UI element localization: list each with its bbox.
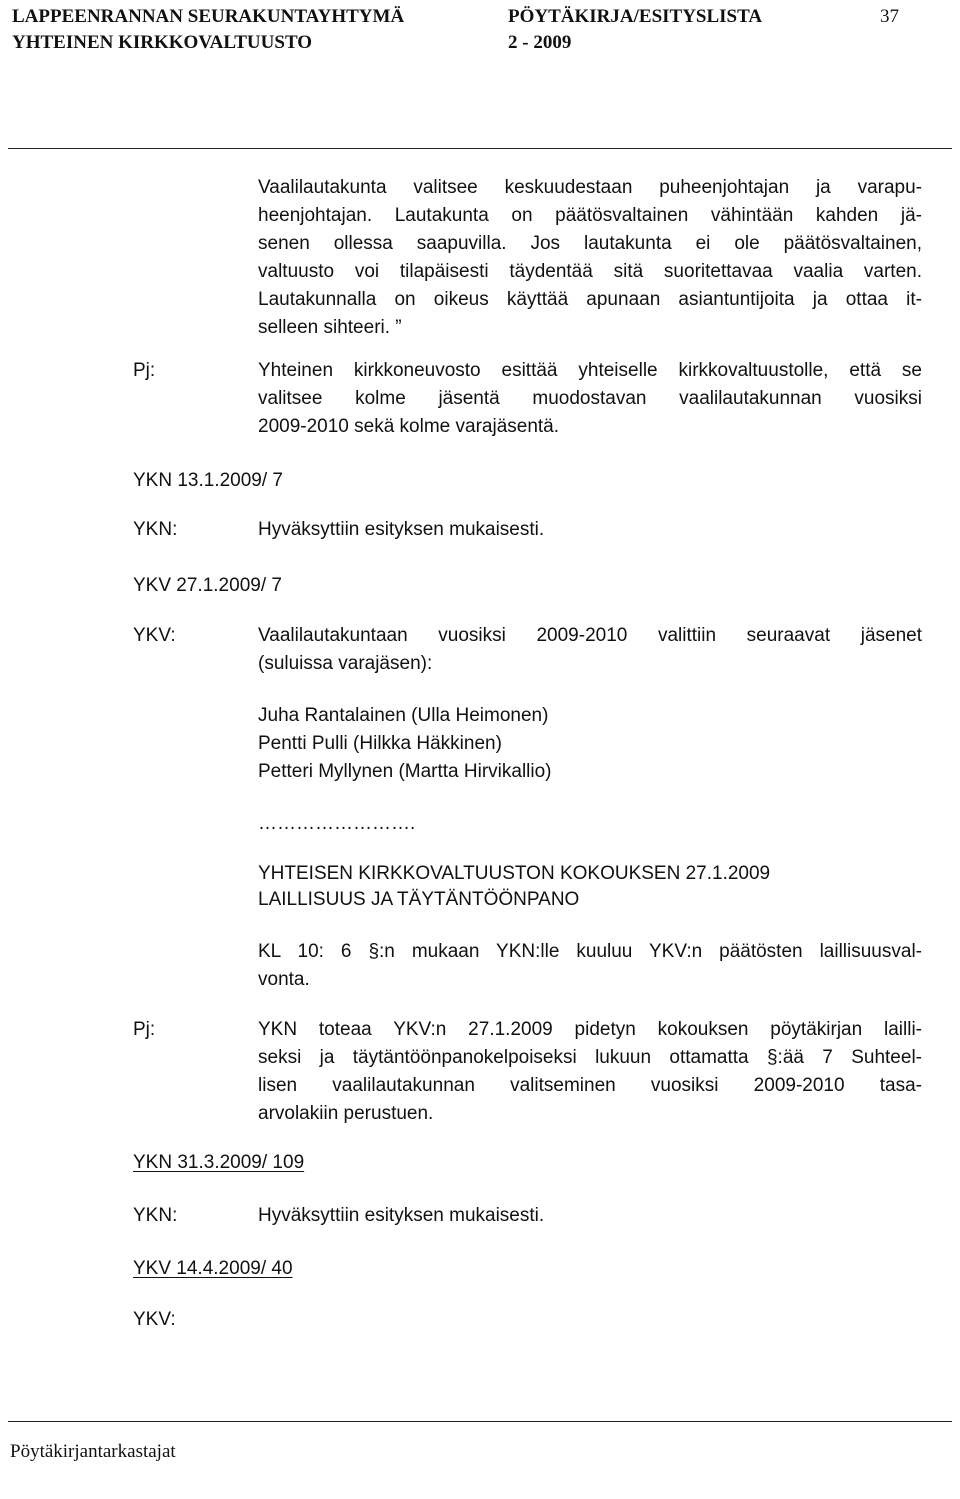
text-line: lisen vaalilautakunnan valitseminen vuosiksi 2009-2010 tasa- xyxy=(258,1075,922,1096)
member-item: Petteri Myllynen (Martta Hirvikallio) xyxy=(258,761,552,782)
ykv-label: YKV: xyxy=(133,625,176,646)
legal-basis xyxy=(258,938,922,994)
text-line: heenjohtajan. Lautakunta on päätösvaltainen vähintään kahden jä- xyxy=(258,205,922,226)
text-line: seksi ja täytäntöönpanokelpoiseksi lukuun ottamatta §:ää 7 Suhteel- xyxy=(258,1047,922,1068)
ykn-label: YKN: xyxy=(133,1205,178,1226)
header-rule xyxy=(8,148,952,149)
member-item: Juha Rantalainen (Ulla Heimonen) xyxy=(258,705,549,726)
ykv-decision xyxy=(258,622,922,678)
chair-proposal xyxy=(258,1016,922,1128)
header-org-name: LAPPEENRANNAN SEURAKUNTAYHTYMÄ xyxy=(12,6,405,27)
text-line: vonta. xyxy=(258,969,310,990)
ykn-reference: YKN 31.3.2009/ 109 xyxy=(133,1152,305,1173)
text-line: Vaalilautakuntaan vuosiksi 2009-2010 valittiin seuraavat jäsenet xyxy=(258,625,922,646)
section-title: LAILLISUUS JA TÄYTÄNTÖÖNPANO xyxy=(258,889,580,910)
text-line: valitsee kolme jäsentä muodostavan vaalilautakunnan vuosiksi xyxy=(258,388,922,409)
header-doc-type: PÖYTÄKIRJA/ESITYSLISTA xyxy=(508,6,763,27)
text-line: Vaalilautakunta valitsee keskuudestaan puheenjohtajan ja varapu- xyxy=(258,177,922,198)
ykn-reference: YKN 13.1.2009/ 7 xyxy=(133,470,283,491)
intro-paragraph xyxy=(258,174,922,342)
header-council-name: YHTEINEN KIRKKOVALTUUSTO xyxy=(12,32,313,53)
text-line: valtuusto voi tilapäisesti täydentää sitä suoritettavaa vaalia varten. xyxy=(258,261,922,282)
footer-reviewers-label: Pöytäkirjantarkastajat xyxy=(10,1441,176,1462)
ykv-reference: YKV 14.4.2009/ 40 xyxy=(133,1258,293,1279)
ellipsis-separator: ……………………. xyxy=(258,813,416,834)
ykv-label: YKV: xyxy=(133,1309,176,1330)
page-number: 37 xyxy=(880,6,899,27)
chair-proposal xyxy=(258,357,922,441)
text-line: Yhteinen kirkkoneuvosto esittää yhteiselle kirkkovaltuustolle, että se xyxy=(258,360,922,381)
text-line: KL 10: 6 §:n mukaan YKN:lle kuuluu YKV:n päätösten laillisuusval- xyxy=(258,941,922,962)
ykn-label: YKN: xyxy=(133,519,178,540)
section-title: YHTEISEN KIRKKOVALTUUSTON KOKOUKSEN 27.1.2009 xyxy=(258,863,771,884)
ykn-decision: Hyväksyttiin esityksen mukaisesti. xyxy=(258,519,545,540)
text-line: selleen sihteeri. ” xyxy=(258,317,402,338)
footer-rule xyxy=(8,1421,952,1422)
text-line: Lautakunnalla on oikeus käyttää apunaan asiantuntijoita ja ottaa it- xyxy=(258,289,922,310)
ykv-reference: YKV 27.1.2009/ 7 xyxy=(133,575,282,596)
text-line: YKN toteaa YKV:n 27.1.2009 pidetyn kokouksen pöytäkirjan lailli- xyxy=(258,1019,922,1040)
ykn-decision: Hyväksyttiin esityksen mukaisesti. xyxy=(258,1205,545,1226)
header-doc-number: 2 - 2009 xyxy=(508,32,572,53)
text-line: 2009-2010 sekä kolme varajäsentä. xyxy=(258,416,560,437)
chair-label: Pj: xyxy=(133,360,156,381)
text-line: senen ollessa saapuvilla. Jos lautakunta ei ole päätösvaltainen, xyxy=(258,233,922,254)
text-line: arvolakiin perustuen. xyxy=(258,1103,434,1124)
chair-label: Pj: xyxy=(133,1019,156,1040)
member-item: Pentti Pulli (Hilkka Häkkinen) xyxy=(258,733,502,754)
text-line: (suluissa varajäsen): xyxy=(258,653,433,674)
